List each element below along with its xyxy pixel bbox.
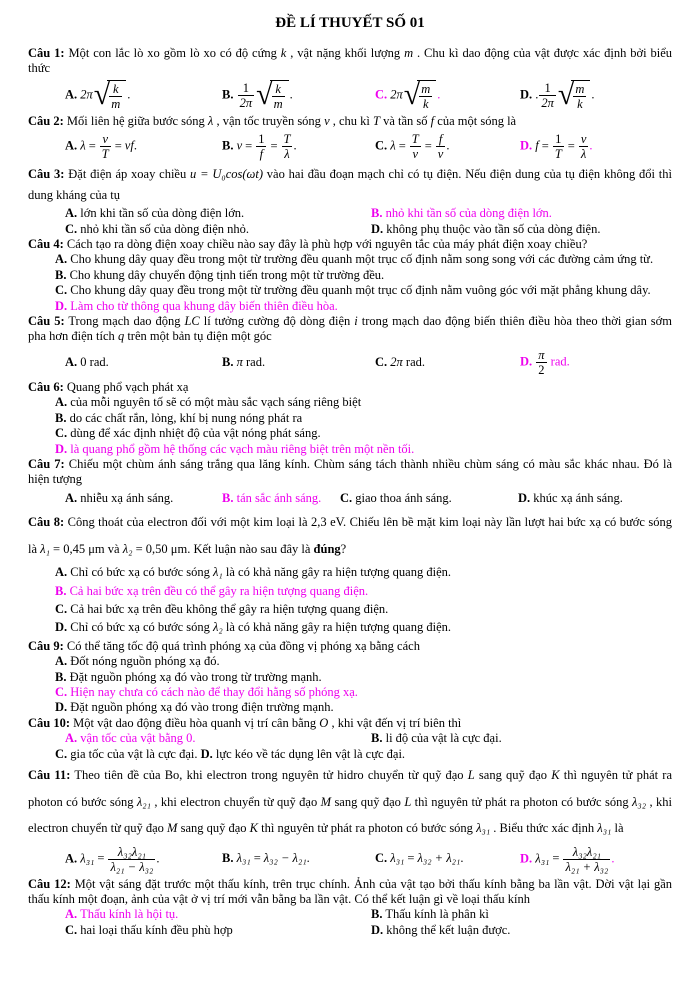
- question-12: [28, 877, 672, 939]
- q7-label: Câu 7:: [28, 456, 65, 471]
- q4-option-c: C. Cho khung dây quay đều trong một từ trường đều quanh một trục cố định nằm vuông góc với mặt phẳng khung dây.: [55, 283, 651, 298]
- q10-option-c: C.: [55, 746, 68, 761]
- q3-option-b: B. nhỏ khi tần số của dòng điện lớn.: [371, 206, 552, 221]
- question-7: [28, 457, 672, 506]
- q12-option-b: B. Thấu kính là phân kì: [371, 907, 489, 922]
- q8-option-c: C. Cả hai bức xạ trên đều không thể gây ra hiện tượng quang điện.: [55, 601, 389, 616]
- q12-option-d: D. không thể kết luận được.: [371, 922, 511, 937]
- q8-label: Câu 8:: [28, 515, 65, 530]
- q4-stem: Câu 4: Cách tạo ra dòng điện xoay chiều nào say đây là phù hợp với nguyên tắc của máy phát điện xoay chiều?: [28, 237, 588, 252]
- q10-option-a: A. vận tốc của vật bằng 0.: [65, 731, 196, 746]
- q4-option-d: D. Làm cho từ thông qua khung dây biến thiên điều hòa.: [55, 298, 338, 313]
- q1-option-c: C. 2π √ $\frac{m}{k}$ .: [375, 78, 441, 112]
- q12-stem: Câu 12: Một vật sáng đặt trước một thấu kính, trên trục chính. Ảnh của vật tạo bởi thấu kính bằng ba lần vật. Dời vật lại gần thấu kính một đoạn, ảnh của vật ở vị trí mới vẫn bằng ba lần vật. Có thể kết luận gì về loại thấu kính: [28, 876, 672, 906]
- q9-option-c: C. Hiện nay chưa có cách nào để thay đổi hằng số phóng xạ.: [55, 684, 358, 699]
- question-10: [28, 716, 672, 762]
- sqrt-symbol: √ $\frac{k}{m}$: [256, 80, 289, 111]
- q4-label: Câu 4:: [28, 237, 64, 252]
- q2-label: Câu 2:: [28, 113, 64, 128]
- question-4: [28, 237, 672, 314]
- q6-option-c: C. dùng để xác định nhiệt độ của vật nóng phát sáng.: [55, 426, 321, 441]
- q7-option-b: B. tán sắc ánh sáng.: [222, 490, 322, 505]
- q5-label: Câu 5:: [28, 314, 65, 329]
- q3-option-c: C. nhỏ khi tần số của dòng điện nhỏ.: [65, 221, 250, 236]
- radical-glyph: √: [403, 78, 421, 112]
- radical-glyph: √: [93, 78, 111, 112]
- q2-options-row: [28, 132, 672, 161]
- q9-stem: Câu 9: Có thể tăng tốc độ quá trình phóng xạ của đồng vị phóng xạ bằng cách: [28, 638, 420, 653]
- q6-option-d: D. là quang phổ gồm hệ thống các vạch màu riêng biệt trên một nền tối.: [55, 441, 415, 456]
- q5-option-c: C. 2π rad.: [375, 354, 426, 369]
- q7-options-row: [28, 491, 672, 506]
- question-2: [28, 114, 672, 161]
- q2-option-c: C. λ = $\frac{T}{v}$ = $\frac{f}{v}$ .: [375, 132, 450, 162]
- q8-option-d: D. Chỉ có bức xạ có bước sóng λ₂ là có khả năng gây ra hiện tượng quang điện.: [55, 620, 451, 635]
- q1-option-a: A. 2π √ $\frac{k}{m}$ .: [65, 78, 131, 112]
- q4-option-a: A. Cho khung dây quay đều trong một từ trường đều quanh một trục cố định nằm song song với các đường cảm ứng từ.: [55, 252, 654, 267]
- q3-options-row-2: [28, 222, 672, 237]
- q12-label: Câu 12:: [28, 876, 71, 891]
- q7-option-a: A. nhiễu xạ ánh sáng.: [65, 490, 174, 505]
- question-1: [28, 46, 672, 111]
- q12-options-row-2: [28, 923, 672, 938]
- q5-option-d: D. $\frac{\pi}{2}$ rad.: [520, 347, 570, 377]
- question-5: [28, 314, 672, 377]
- q7-option-c: C. giao thoa ánh sáng.: [340, 490, 452, 505]
- q2-option-d: D. f = $\frac{1}{T}$ = $\frac{v}{\lambda}$ .: [520, 132, 593, 162]
- q1-stem: Câu 1: Một con lắc lò xo gồm lò xo có độ cứng k , vật nặng khối lượng m . Chu kì dao động của vật được xác định bởi biểu thức: [28, 46, 673, 76]
- question-8: [28, 509, 672, 636]
- q12-option-a: A. Thấu kính là hội tụ.: [65, 907, 179, 922]
- question-3: [28, 164, 672, 237]
- q5-stem: Câu 5: Trong mạch dao động LC lí tưởng cường độ dòng điện i trong mạch dao động biến thiên điều hòa theo thời gian sớm pha hơn điện tích q trên một bản tụ điện một góc: [28, 314, 672, 344]
- q8-stem: Câu 8: Công thoát của electron đối với một kim loại là 2,3 eV. Chiếu lên bề mặt kim loại này lần lượt hai bức xạ có bước sóng là λ₁ = 0,45 μm và λ₂ = 0,50 μm. Kết luận nào sau đây là đúng?: [28, 515, 673, 556]
- q6-stem: Câu 6: Quang phổ vạch phát xạ: [28, 379, 189, 394]
- question-6: [28, 380, 672, 457]
- q10-stem: Câu 10: Một vật dao động điều hòa quanh vị trí cân bằng O , khi vật đến vị trí biên thì: [28, 715, 462, 730]
- q1-option-b: B. $\frac{1}{2\pi}$ √ $\frac{k}{m}$ .: [222, 78, 293, 112]
- q6-option-a: A. của mỗi nguyên tố sẽ có một màu sắc vạch sáng riêng biệt: [55, 395, 362, 410]
- sqrt-symbol: √ $\frac{m}{k}$: [404, 80, 437, 111]
- q12-option-c: C. hai loại thấu kính đều phù hợp: [65, 922, 233, 937]
- q10-options-row-1: [28, 731, 672, 746]
- q5-options-row: [28, 348, 672, 377]
- q12-options-row-1: [28, 907, 672, 922]
- q11-option-b: B. λ₃₁ = λ₃₂ − λ₂₁.: [222, 851, 310, 866]
- q1-option-d: D. . $\frac{1}{2\pi}$ √ $\frac{m}{k}$ .: [520, 78, 595, 112]
- q3-option-d: D. không phụ thuộc vào tần số của dòng điện.: [371, 221, 601, 236]
- q10-options-row-2: C. gia tốc của vật là cực đại. D. lực kéo về tác dụng lên vật là cực đại.: [55, 746, 406, 761]
- q8-option-a: A. Chỉ có bức xạ có bước sóng λ₁ là có khả năng gây ra hiện tượng quang điện.: [55, 565, 451, 580]
- q2-stem: Câu 2: Mối liên hệ giữa bước sóng λ , vận tốc truyền sóng v , chu kì T và tần số f của một sóng là: [28, 113, 517, 128]
- q9-label: Câu 9:: [28, 638, 64, 653]
- q8-option-b: B. Cả hai bức xạ trên đều có thể gây ra hiện tượng quang điện.: [55, 583, 369, 598]
- q3-label: Câu 3:: [28, 167, 65, 182]
- q10-label: Câu 10:: [28, 715, 71, 730]
- q2-option-a: A. λ = $\frac{v}{T}$ = vf.: [65, 132, 137, 162]
- q11-stem: Câu 11: Theo tiên đề của Bo, khi electron trong nguyên tử hidro chuyển từ quỹ đạo L sang quỹ đạo K thì nguyên tử phát ra photon có bước sóng λ₂₁ , khi electron chuyển từ quỹ đạo M sang quỹ đạo L thì nguyên tử phát ra photon có bước sóng λ₃₂ , khi electron chuyển từ quỹ đạo M sang quỹ đạo K thì nguyên tử phát ra photon có bước sóng λ₃₁ . Biểu thức xác định λ₃₁ là: [28, 768, 673, 835]
- q7-option-d: D. khúc xạ ánh sáng.: [518, 490, 623, 505]
- q9-option-b: B. Đặt nguồn phóng xạ đó vào trong từ trường mạnh.: [55, 669, 322, 684]
- q10-option-d: D.: [200, 746, 213, 761]
- q9-option-d: D. Đặt nguồn phóng xạ đó vào trong điện trường mạnh.: [55, 700, 334, 715]
- q5-option-b: B. π rad.: [222, 354, 266, 369]
- question-9: [28, 639, 672, 716]
- q6-label: Câu 6:: [28, 379, 64, 394]
- q4-option-b: B. Cho khung dây chuyển động tịnh tiến trong một từ trường đều.: [55, 267, 385, 282]
- q3-option-a: A. lớn khi tần số của dòng điện lớn.: [65, 206, 245, 221]
- q11-option-a: A. λ₃₁ = $\frac{\text{λ₃₂λ₂₁}}{\text{λ₂₁ − λ₃₂}}$ .: [65, 844, 160, 874]
- q11-option-d: D. λ₃₁ = $\frac{\text{λ₃₂λ₂₁}}{\text{λ₂₁ + λ₃₂}}$ .: [520, 844, 615, 874]
- sqrt-symbol: √ $\frac{m}{k}$: [558, 80, 591, 111]
- q1-label: Câu 1:: [28, 46, 65, 60]
- q5-option-a: A. 0 rad.: [65, 354, 109, 369]
- q6-option-b: B. do các chất rắn, lỏng, khí bị nung nóng phát ra: [55, 410, 303, 425]
- q1-options-row: [28, 80, 672, 111]
- q11-options-row: [28, 845, 672, 874]
- q9-option-a: A. Đốt nóng nguồn phóng xạ đó.: [55, 654, 220, 669]
- radical-glyph: √: [557, 78, 575, 112]
- q11-option-c: C. λ₃₁ = λ₃₂ + λ₂₁.: [375, 851, 464, 866]
- sqrt-symbol: √ $\frac{k}{m}$: [94, 80, 127, 111]
- q3-stem: Câu 3: Đặt điện áp xoay chiều u = U₀cos(ωt) vào hai đầu đoạn mạch chỉ có tụ điện. Nếu điện dung của tụ điện không đổi thì dung kháng của tụ: [28, 167, 672, 203]
- q11-label: Câu 11:: [28, 768, 71, 782]
- q10-option-b: B. li độ của vật là cực đại.: [371, 731, 502, 746]
- q2-option-b: B. v = $\frac{1}{f}$ = $\frac{T}{\lambda}$ .: [222, 132, 297, 162]
- page-title: ĐỀ LÍ THUYẾT SỐ 01: [275, 15, 425, 31]
- question-11: [28, 762, 672, 874]
- radical-glyph: √: [256, 78, 273, 112]
- q3-options-row-1: [28, 206, 672, 221]
- q7-stem: Câu 7: Chiếu một chùm ánh sáng trắng qua lăng kính. Chùm sáng tách thành nhiều chùm sáng có màu sắc khác nhau. Đó là hiện tượng: [28, 456, 672, 487]
